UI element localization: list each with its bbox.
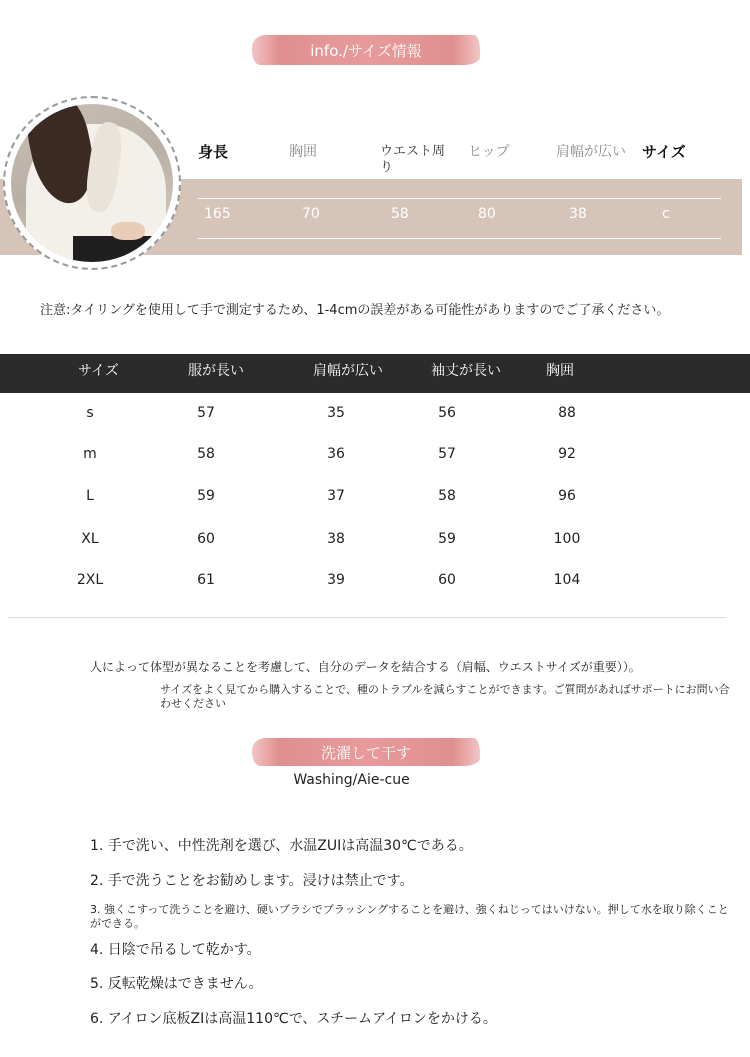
size-table-cell: 39 <box>327 572 345 588</box>
model-header-height: 身長 <box>198 143 229 161</box>
size-table-bottom-line <box>8 617 726 618</box>
wash-subtitle: Washing/Aie-cue <box>293 772 410 788</box>
size-table-cell: 59 <box>438 531 456 547</box>
wash-instruction-2: 2. 手で洗うことをお勧めします。浸けは禁止です。 <box>90 873 414 889</box>
size-table-cell: 57 <box>197 405 215 421</box>
advice-text-2: サイズをよく見てから購入することで、種のトラブルを減らすことができます。ご質問があればサポートにお問い合わせください <box>160 683 730 710</box>
model-header-bust: 胸囲 <box>289 144 317 160</box>
model-header-hip: ヒップ <box>468 144 510 160</box>
model-header-waist: ウエスト周り <box>380 144 446 175</box>
wash-instruction-5: 5. 反転乾燥はできません。 <box>90 976 263 992</box>
wash-banner-label: 洗濯して干す <box>320 743 411 762</box>
wash-banner <box>252 738 480 766</box>
size-table-cell: 37 <box>327 488 345 504</box>
size-table-cell: s <box>86 405 94 421</box>
size-table-cell: 36 <box>327 446 345 462</box>
size-header-sleeve: 袖丈が長い <box>431 363 501 379</box>
size-table-cell: 88 <box>558 405 576 421</box>
model-value-shoulder: 38 <box>569 206 587 222</box>
info-banner-label: info./サイズ情報 <box>310 41 422 60</box>
model-photo <box>3 96 181 270</box>
size-table-cell: 104 <box>553 572 581 588</box>
measurement-note: 注意:タイリングを使用して手で測定するため、1-4cmの誤差がある可能性がありますのでご了承ください。 <box>40 303 670 318</box>
size-header-shoulder: 肩幅が広い <box>313 363 383 379</box>
size-table-cell: 35 <box>327 405 345 421</box>
size-header-bust: 胸囲 <box>546 363 574 379</box>
size-table-cell: 38 <box>327 531 345 547</box>
size-table-cell: 100 <box>553 531 581 547</box>
size-table-cell: 59 <box>197 488 215 504</box>
size-table-cell: XL <box>81 531 99 547</box>
size-table-cell: L <box>86 488 94 504</box>
size-table-cell: 2XL <box>76 572 104 588</box>
size-table-cell: 60 <box>197 531 215 547</box>
wash-instruction-6: 6. アイロン底板ZIは高温110℃で、スチームアイロンをかける。 <box>90 1011 497 1027</box>
model-value-bust: 70 <box>302 206 320 222</box>
model-value-waist: 58 <box>391 206 409 222</box>
model-header-shoulder: 肩幅が広い <box>556 144 626 160</box>
advice-text-1: 人によって体型が異なることを考慮して、自分のデータを結合する（肩幅、ウエストサイズが重要））。 <box>90 660 641 674</box>
wash-instruction-3: 3. 強くこすって洗うことを避け、硬いブラシでブラッシングすることを避け、強くねじってはいけない。押して水を取り除くことができる。 <box>90 903 729 930</box>
size-table-cell: 56 <box>438 405 456 421</box>
size-table-cell: 96 <box>558 488 576 504</box>
size-header-size: サイズ <box>78 363 119 379</box>
size-table-cell: 58 <box>197 446 215 462</box>
size-table-cell: 57 <box>438 446 456 462</box>
model-value-hip: 80 <box>478 206 496 222</box>
model-value-height: 165 <box>204 206 231 222</box>
model-value-size: c <box>662 206 670 222</box>
model-divider-bottom <box>198 238 721 239</box>
model-divider-top <box>198 198 721 199</box>
wash-instruction-4: 4. 日陰で吊るして乾かす。 <box>90 942 261 958</box>
size-header-length: 服が長い <box>188 363 244 379</box>
size-table-cell: 58 <box>438 488 456 504</box>
info-banner <box>252 35 480 65</box>
wash-instruction-1: 1. 手で洗い、中性洗剤を選び、水温ZUIは高温30℃である。 <box>90 838 473 854</box>
size-table-cell: 60 <box>438 572 456 588</box>
size-table-cell: 61 <box>197 572 215 588</box>
size-table-cell: m <box>83 446 97 462</box>
size-table-cell: 92 <box>558 446 576 462</box>
model-header-size: サイズ <box>642 143 686 161</box>
